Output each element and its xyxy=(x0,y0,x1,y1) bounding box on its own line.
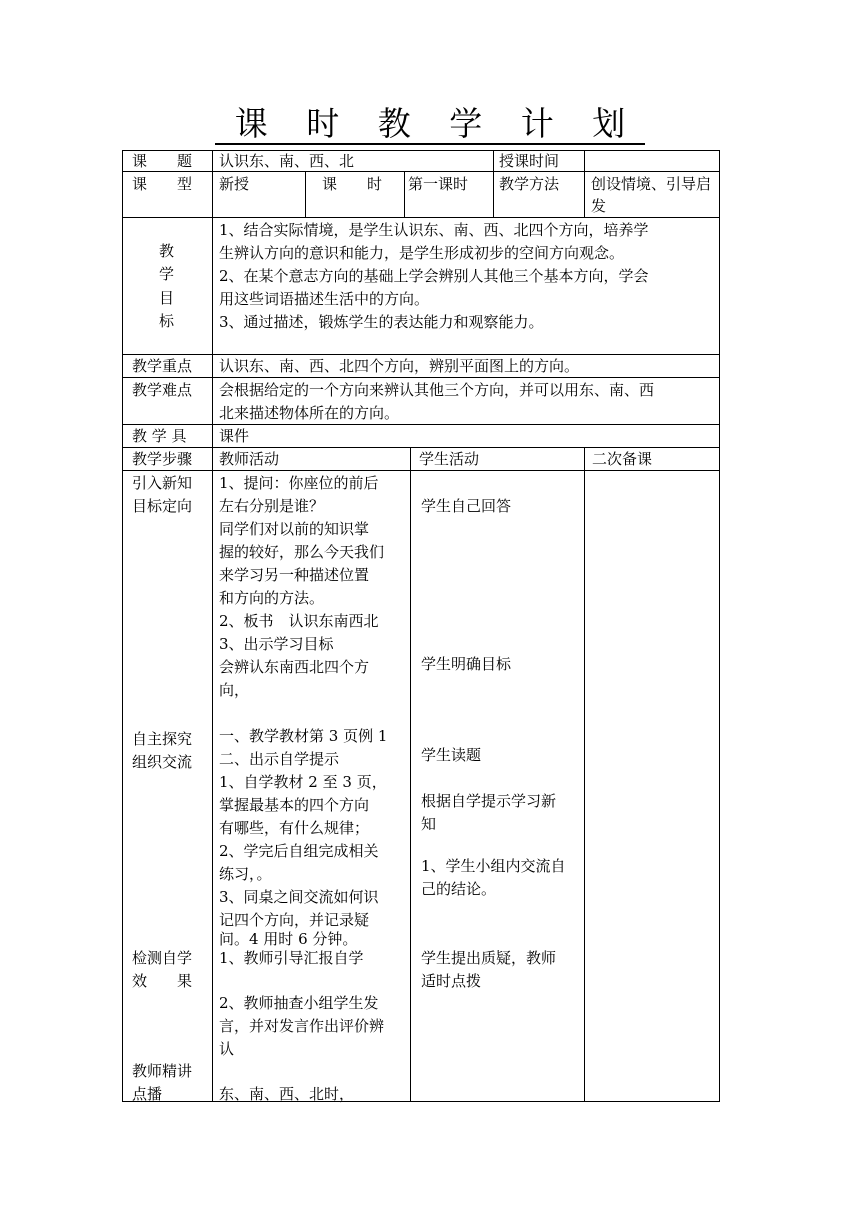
table-rule xyxy=(305,171,306,217)
student-line: 学生提出质疑，教师 xyxy=(421,949,557,967)
type-value: 新授 xyxy=(219,175,250,193)
table-rule xyxy=(584,447,585,1102)
page-title: 课 时 教 学 计 划 xyxy=(0,104,860,145)
period-value: 第一课时 xyxy=(408,175,469,193)
topic-label: 课 题 xyxy=(132,152,193,170)
student-line: 1、学生小组内交流自 xyxy=(421,857,566,875)
teacher-line: 二、出示自学提示 xyxy=(219,750,340,768)
goals-label-char: 标 xyxy=(159,312,175,330)
teacher-line: 3、同桌之间交流如何识 xyxy=(219,888,379,906)
goals-line: 生辨认方向的意识和能力，是学生形成初步的空间方向观念。 xyxy=(219,244,625,262)
student-line: 学生明确目标 xyxy=(421,655,512,673)
step-label: 检测自学 xyxy=(132,949,193,967)
tools-value: 课件 xyxy=(219,427,250,445)
teacher-line: 有哪些，有什么规律； xyxy=(219,819,370,837)
goals-label-char: 学 xyxy=(159,265,175,283)
table-border-right xyxy=(719,150,720,1102)
table-rule xyxy=(584,150,585,217)
step-label: 教师精讲 xyxy=(132,1062,193,1080)
student-line: 适时点拨 xyxy=(421,972,482,990)
key-point-value: 认识东、南、西、北四个方向，辨别平面图上的方向。 xyxy=(219,357,580,375)
teacher-line: 来学习另一种描述位置 xyxy=(219,566,370,584)
teacher-line: 左右分别是谁？ xyxy=(219,497,325,515)
goals-line: 用这些词语描述生活中的方向。 xyxy=(219,290,430,308)
step-label: 引入新知 xyxy=(132,474,193,492)
goals-line: 3、通过描述，锻炼学生的表达能力和观察能力。 xyxy=(219,313,544,331)
teacher-line: 问。4 用时 6 分钟。 xyxy=(219,930,358,948)
topic-value: 认识东、南、西、北 xyxy=(219,152,355,170)
teacher-line: 和方向的方法。 xyxy=(219,589,325,607)
teacher-line: 2、教师抽查小组学生发 xyxy=(219,994,379,1012)
teacher-line: 记四个方向，并记录疑 xyxy=(219,911,370,929)
key-point-label: 教学重点 xyxy=(132,357,193,375)
teacher-line: 言，并对发言作出评价辨 xyxy=(219,1017,385,1035)
period-label: 课 时 xyxy=(322,175,383,193)
method-value: 创设情境、引导启发 xyxy=(591,175,712,215)
table-border-left xyxy=(122,150,123,1102)
teacher-line: 会辨认东南西北四个方 xyxy=(219,658,370,676)
goals-line: 2、在某个意志方向的基础上学会辨别人其他三个基本方向，学会 xyxy=(219,267,649,285)
difficulty-line: 北来描述物体所在的方向。 xyxy=(219,404,400,422)
teacher-line: 东、南、西、北时， xyxy=(219,1085,355,1103)
teacher-activity-header: 教师活动 xyxy=(219,450,280,468)
table-rule xyxy=(212,150,213,1102)
teacher-line: 认 xyxy=(219,1040,235,1058)
difficulty-line: 会根据给定的一个方向来辨认其他三个方向，并可以用东、南、西 xyxy=(219,381,655,399)
difficulty-label: 教学难点 xyxy=(132,381,193,399)
student-activity-header: 学生活动 xyxy=(419,450,480,468)
teacher-line: 同学们对以前的知识掌 xyxy=(219,520,370,538)
table-rule xyxy=(410,447,411,1102)
teacher-line: 3、出示学习目标 xyxy=(219,635,334,653)
teacher-line: 一、教学教材第 3 页例 1 xyxy=(219,727,388,745)
student-line: 学生自己回答 xyxy=(421,497,512,515)
step-label: 组织交流 xyxy=(132,753,193,771)
teacher-line: 向， xyxy=(219,681,250,699)
teacher-line: 1、自学教材 2 至 3 页， xyxy=(219,773,387,791)
table-rule xyxy=(404,171,405,217)
type-label: 课 型 xyxy=(132,175,193,193)
student-line: 学生读题 xyxy=(421,746,482,764)
student-line: 根据自学提示学习新 xyxy=(421,792,557,810)
steps-header: 教学步骤 xyxy=(132,450,193,468)
time-label: 授课时间 xyxy=(499,152,560,170)
teacher-line: 握的较好，那么今天我们 xyxy=(219,543,385,561)
goals-line: 1、结合实际情境，是学生认识东、南、西、北四个方向，培养学 xyxy=(219,221,649,239)
teacher-line: 1、提问：你座位的前后 xyxy=(219,474,379,492)
step-label: 自主探究 xyxy=(132,730,193,748)
teacher-line: 2、板书 认识东南西北 xyxy=(219,612,379,630)
method-label: 教学方法 xyxy=(499,175,560,193)
step-label: 目标定向 xyxy=(132,497,193,515)
student-line: 己的结论。 xyxy=(421,880,497,898)
teacher-line: 掌握最基本的四个方向 xyxy=(219,796,370,814)
second-prep-header: 二次备课 xyxy=(592,450,653,468)
tools-label: 教 学 具 xyxy=(132,427,187,445)
step-label: 效 果 xyxy=(132,972,193,990)
table-rule xyxy=(493,150,494,217)
lesson-plan-table xyxy=(122,150,720,1102)
teacher-line: 2、学完后自组完成相关 xyxy=(219,842,379,860)
teacher-line: 1、教师引导汇报自学 xyxy=(219,949,364,967)
teacher-line: 练习，。 xyxy=(219,865,272,883)
goals-label-char: 目 xyxy=(159,289,175,307)
step-label: 点播 xyxy=(132,1085,163,1103)
student-line: 知 xyxy=(421,815,437,833)
goals-label-char: 教 xyxy=(159,242,175,260)
